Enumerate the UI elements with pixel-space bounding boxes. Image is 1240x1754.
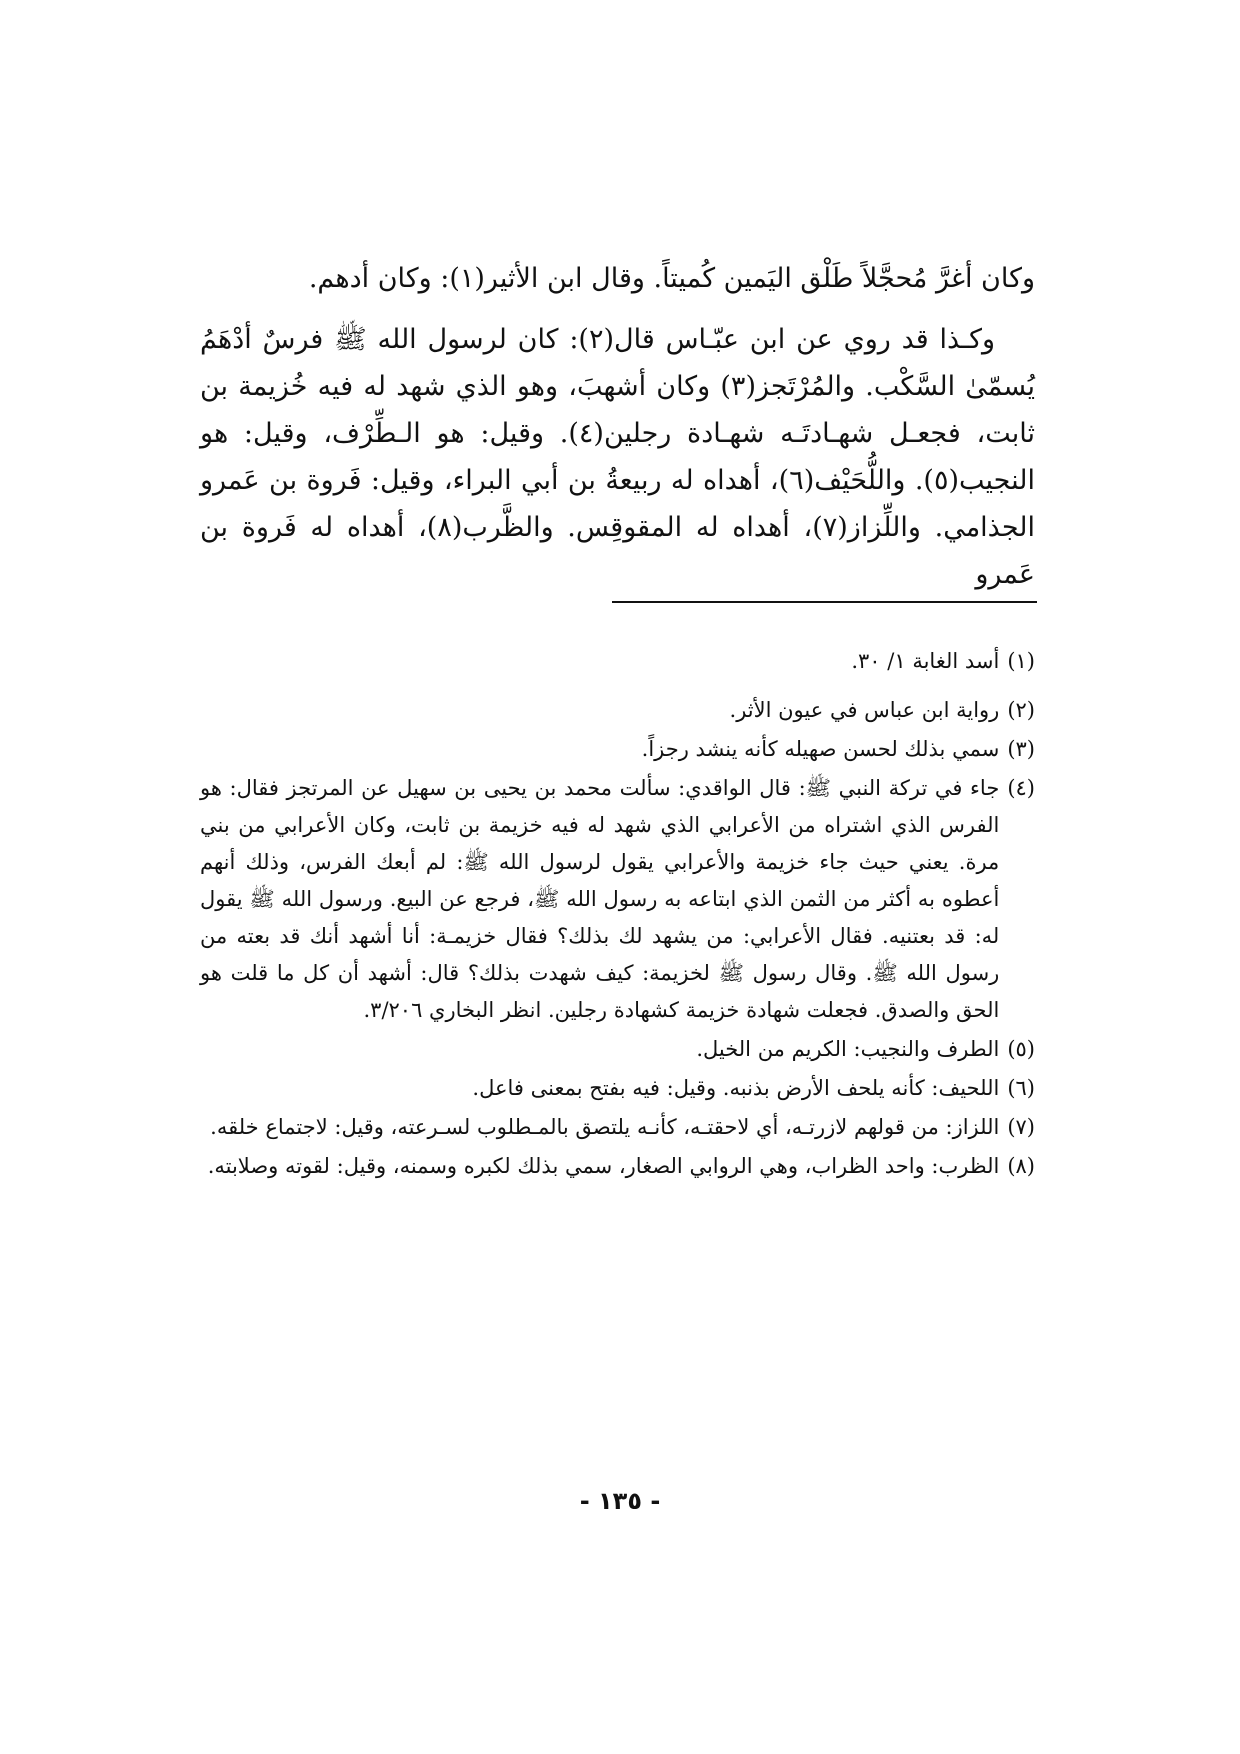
footnote-number: (٧) bbox=[1007, 1115, 1035, 1139]
main-text-line-1: وكان أغرَّ مُحجَّلاً طَلْق اليَمين كُميتاً. وقال ابن الأثير(١): وكان أدهم. bbox=[308, 263, 1035, 294]
footnote-text: اللحيف: كأنه يلحف الأرض بذنبه. وقيل: فيه بفتح بمعنى فاعل. bbox=[472, 1076, 1000, 1100]
footnote-number: (١) bbox=[1007, 649, 1035, 673]
footnote-1 bbox=[200, 643, 1035, 680]
footnote-text: الظرب: واحد الظراب، وهي الروابي الصغار، سمي بذلك لكبره وسمنه، وقيل: لقوته وصلابته. bbox=[207, 1154, 1000, 1178]
footnote-number: (٥) bbox=[1007, 1037, 1035, 1061]
footnote-text: سمي بذلك لحسن صهيله كأنه ينشد رجزاً. bbox=[641, 737, 1000, 761]
footnote-text: الطرف والنجيب: الكريم من الخيل. bbox=[696, 1037, 1000, 1061]
footnote-text: أسد الغابة ١/ ٣٠. bbox=[851, 649, 1000, 673]
footnote-number: (٦) bbox=[1007, 1076, 1035, 1100]
footnotes-section bbox=[200, 643, 1035, 1187]
footnote-text: رواية ابن عباس في عيون الأثر. bbox=[729, 698, 1000, 722]
footnote-number: (٨) bbox=[1007, 1154, 1035, 1178]
footnote-2 bbox=[200, 692, 1035, 729]
main-paragraph: وكـذا قد روي عن ابن عبّـاس قال(٢): كان لرسول الله ﷺ فرسٌ أدْهَمُ يُسمّىٰ السَّكْب. والمُرْتَجز(٣) وكان أشهبَ، وهو الذي شهد له فيه خُزيمة بن ثابت، فجعـل شهـادتَـه شهـادة رجلين(٤). وقيل: هو الـطِّرْف، وقيل: هو النجيب(٥). واللُّحَيْف(٦)، أهداه له ربيعةُ بن أبي البراء، وقيل: فَروة بن عَمرو الجذامي. واللِّزاز(٧)، أهداه له المقوقِس. والظَّرب(٨)، أهداه له فَروة بن عَمرو bbox=[200, 324, 1035, 590]
footnote-number: (٤) bbox=[1007, 776, 1035, 800]
footnote-text: جاء في تركة النبي ﷺ: قال الواقدي: سألت محمد بن يحيى بن سهيل عن المرتجز فقال: هو الفرس الذي اشتراه من الأعرابي الذي شهد له فيه خزيمة بن ثابت، وكان الأعرابي من بني مرة. يعني حيث جاء خزيمة والأعرابي يقول لرسول الله ﷺ: لم أبعك الفرس، وذلك أنهم أعطوه به أكثر من الثمن الذي ابتاعه به رسول الله ﷺ، فرجع عن البيع. ورسول الله ﷺ يقول له: قد بعتنيه. فقال الأعرابي: من يشهد لك بذلك؟ فقال خزيمـة: أنا أشهد أنك قد بعته من رسول الله ﷺ. وقال رسول ﷺ لخزيمة: كيف شهدت بذلك؟ قال: أشهد أن كل ما قلت هو الحق والصدق. فجعلت شهادة خزيمة كشهادة رجلين. انظر البخاري ٣/٢٠٦. bbox=[200, 776, 1000, 1022]
footnote-5 bbox=[200, 1031, 1035, 1068]
footnote-number: (٢) bbox=[1007, 698, 1035, 722]
footnote-6 bbox=[200, 1070, 1035, 1107]
page-number: - ١٣٥ - bbox=[579, 1487, 661, 1515]
footnote-8 bbox=[200, 1148, 1035, 1185]
footnote-4 bbox=[200, 770, 1035, 1029]
footnote-7 bbox=[200, 1109, 1035, 1146]
footnote-divider bbox=[612, 601, 1037, 603]
main-text-block bbox=[200, 255, 1035, 598]
footnote-3 bbox=[200, 731, 1035, 768]
footnote-number: (٣) bbox=[1007, 737, 1035, 761]
footnote-text: اللزاز: من قولهم لازرتـه، أي لاحقتـه، كأنـه يلتصق بالمـطلوب لسـرعته، وقيل: لاجتماع خلقه. bbox=[210, 1115, 1000, 1139]
